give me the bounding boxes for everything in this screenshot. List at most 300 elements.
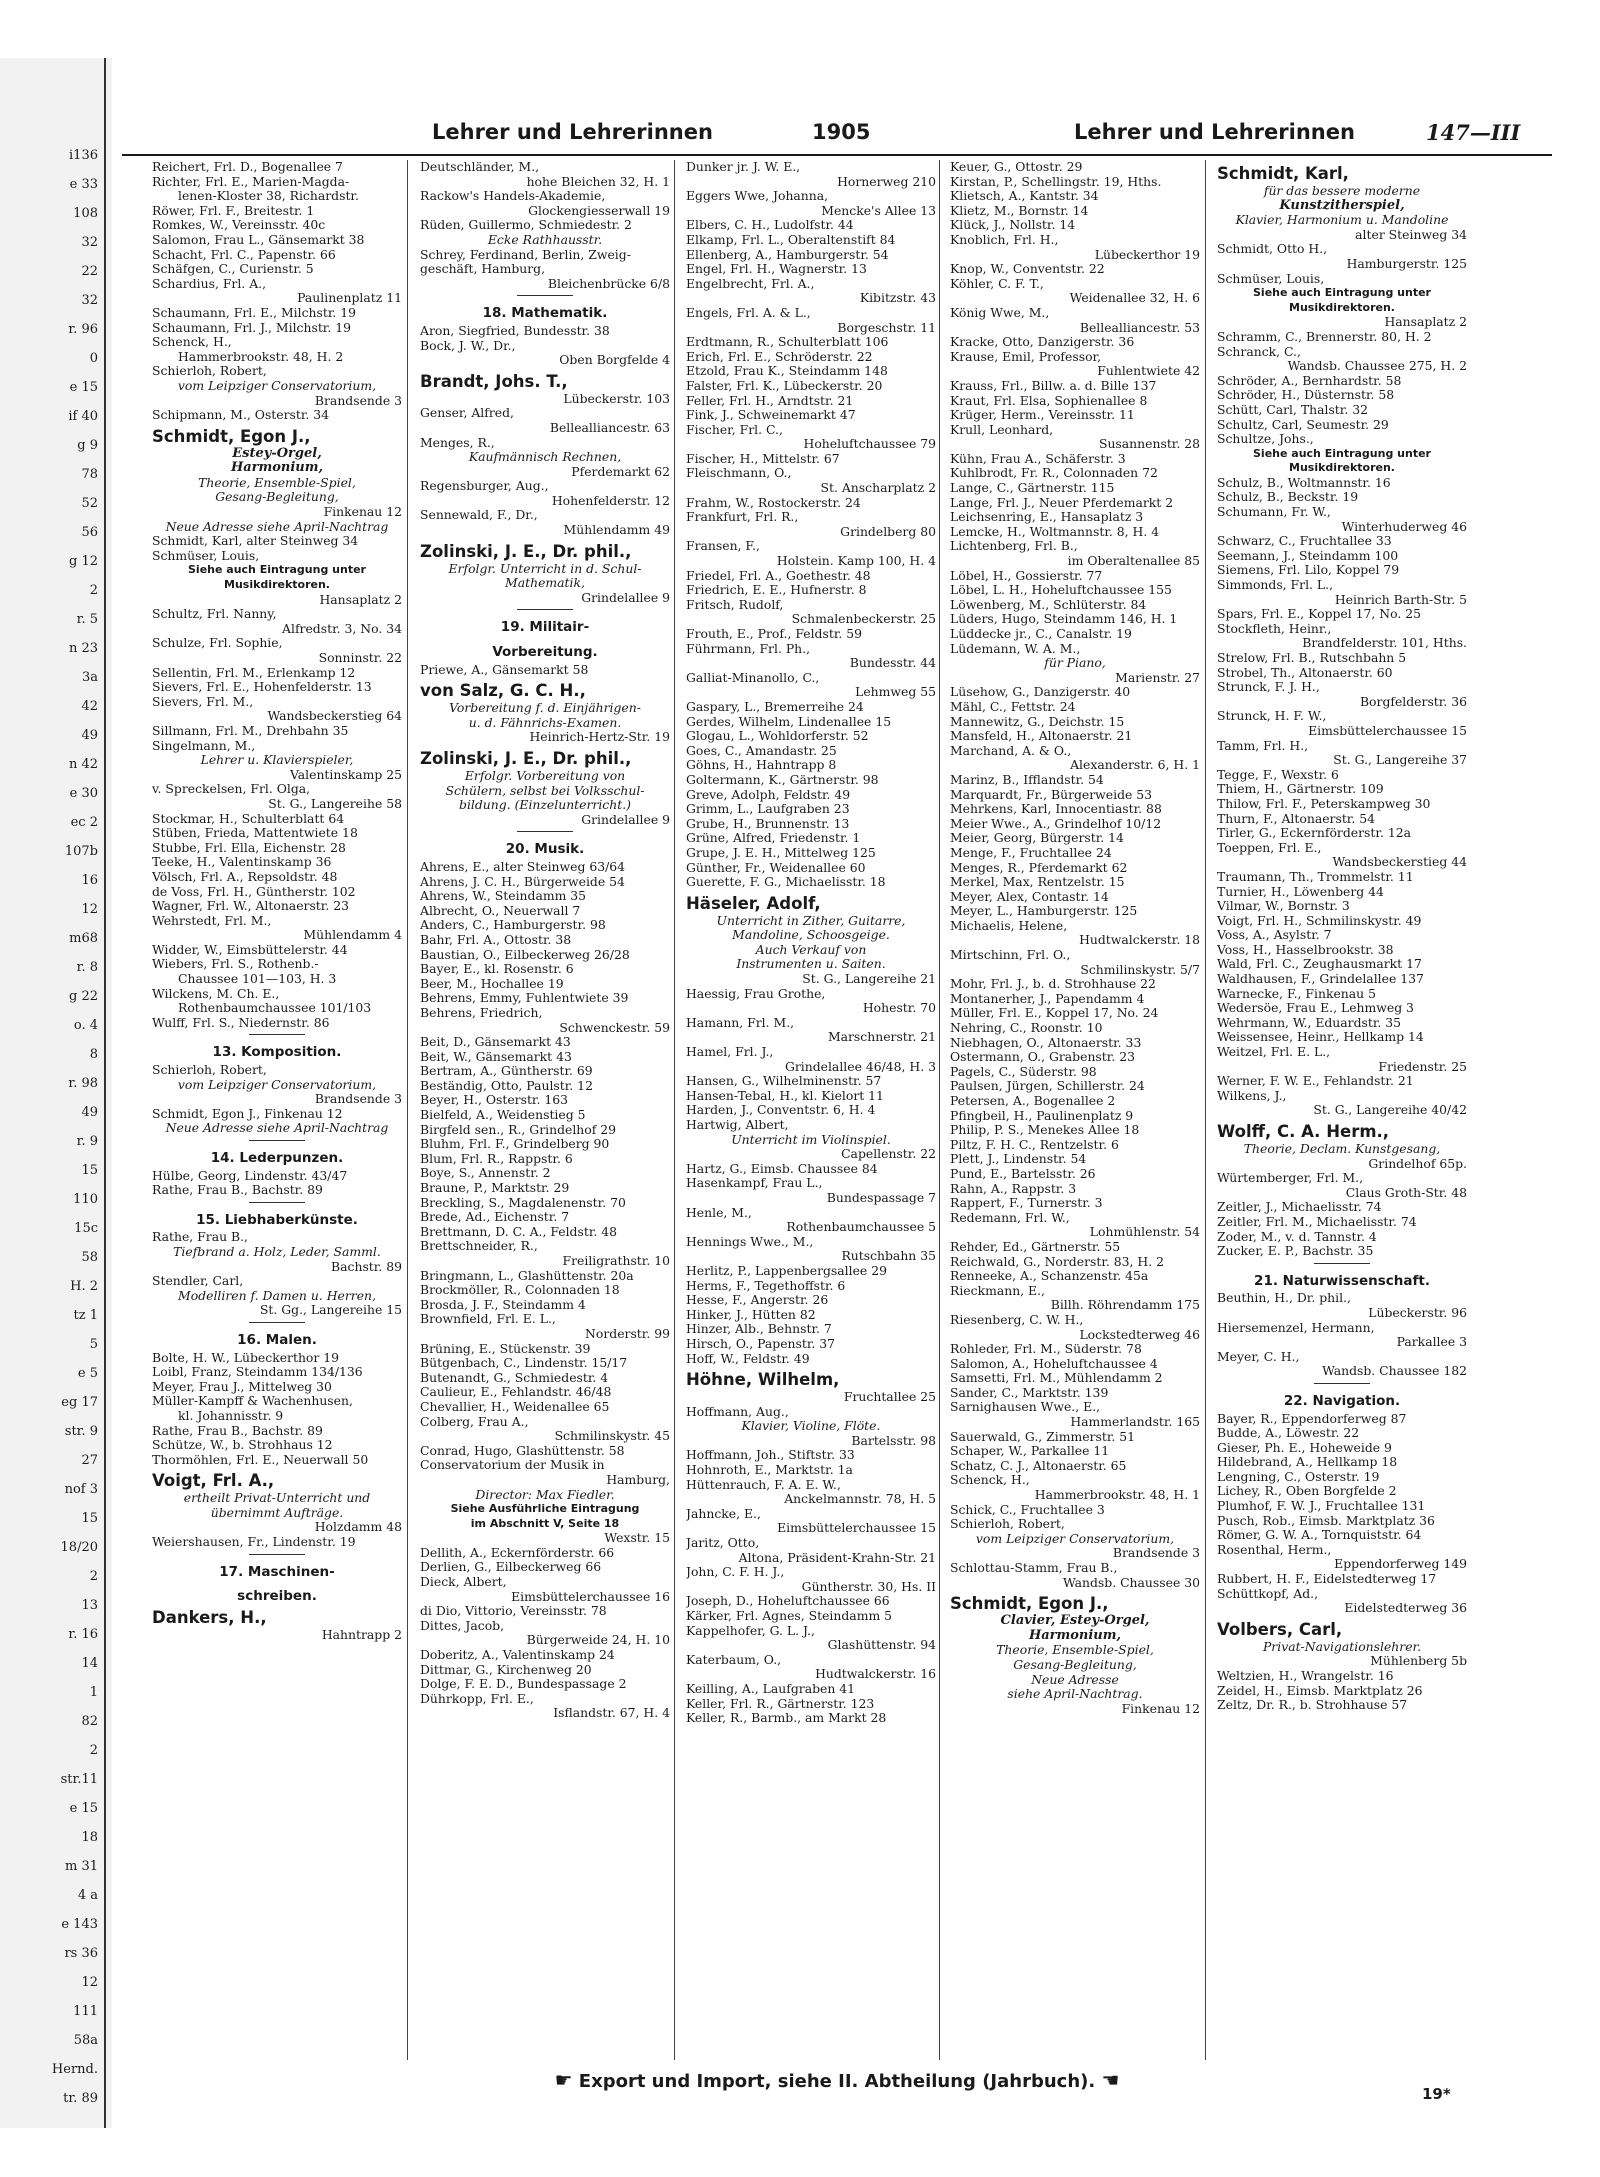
listing-address: Grindelhof 65p.: [1368, 1155, 1467, 1171]
listing-line: Greve, Adolph, Feldstr. 49: [686, 786, 851, 802]
listing-line: Behrens, Emmy, Fuhlentwiete 39: [420, 990, 629, 1006]
listing-line: Samsetti, Frl. M., Mühlendamm 2: [950, 1370, 1163, 1386]
listing-line: Fischer, Frl. C.,: [686, 421, 783, 437]
listing-line: Bringmann, L., Glashüttenstr. 20a: [420, 1267, 634, 1283]
listing-line: Galliat-Minanollo, C.,: [686, 669, 820, 685]
listing-line: Wehrmann, W., Eduardstr. 35: [1217, 1014, 1402, 1030]
margin-fragment: 18/20: [60, 1540, 98, 1555]
listing-line: Renneeke, A., Schanzenstr. 45a: [950, 1268, 1149, 1284]
listing-description: Schülern, selbst bei Volksschul-: [445, 782, 645, 798]
listing-line: Wagner, Frl. W., Altonaerstr. 23: [152, 898, 349, 914]
section-heading: 21. Naturwissenschaft.: [1254, 1272, 1430, 1289]
listing-description: Klavier, Violine, Flöte.: [741, 1418, 881, 1434]
advertisement-name: Schmidt, Karl,: [1217, 164, 1349, 183]
listing-line: Guerette, F. G., Michaelisstr. 18: [686, 874, 886, 890]
footer-reference: Export und Import, siehe II. Abtheilung (Jahrbuch).: [578, 2071, 1096, 2092]
listing-line: Kirstan, P., Schellingstr. 19, Hths.: [950, 173, 1162, 189]
column-1: [152, 160, 402, 2060]
margin-fragment: 2: [89, 1569, 98, 1584]
listing-line: Tamm, Frl. H.,: [1217, 737, 1309, 753]
listing-address: Holzdamm 48: [314, 1519, 402, 1535]
margin-fragment: 49: [81, 728, 98, 743]
margin-fragment: 27: [81, 1453, 98, 1468]
listing-line: Friedrich, E. E., Hufnerstr. 8: [686, 582, 867, 598]
listing-line: Anders, C., Hamburgerstr. 98: [420, 917, 606, 933]
listing-line: Rieckmann, E.,: [950, 1282, 1045, 1298]
listing-address: Hamburg,: [606, 1471, 670, 1487]
listing-address: St. G., Langereihe 21: [802, 971, 936, 987]
listing-line: Schultz, Carl, Seumestr. 29: [1217, 416, 1389, 432]
listing-address: Hoheluftchaussee 79: [803, 436, 936, 452]
listing-address: Lübeckerthor 19: [1094, 246, 1200, 262]
listing-line: Dittmar, G., Kirchenweg 20: [420, 1661, 592, 1677]
listing-line: Schmidt, Karl, alter Steinweg 34: [152, 533, 359, 549]
listing-address: Fuhlentwiete 42: [1097, 363, 1200, 379]
listing-line: Voigt, Frl. H., Schmilinskystr. 49: [1217, 912, 1422, 928]
listing-address: Bundesstr. 44: [849, 655, 936, 671]
listing-description: Mathematik,: [505, 575, 585, 591]
column-divider: [1205, 160, 1206, 2060]
listing-line: Merkel, Max, Rentzelstr. 15: [950, 874, 1125, 890]
header-right-title: Lehrer und Lehrerinnen: [1074, 120, 1355, 144]
margin-fragment: m68: [69, 931, 98, 946]
page-footer: [122, 2062, 1552, 2102]
listing-address: Wandsbeckerstieg 64: [267, 708, 402, 724]
listing-line: Friedel, Frl. A., Goethestr. 48: [686, 567, 871, 583]
section-rule: [249, 1322, 305, 1323]
listing-address: Brandsende 3: [1112, 1545, 1200, 1561]
section-rule: [249, 1034, 305, 1035]
listing-line: Krüger, Herm., Vereinsstr. 11: [950, 407, 1135, 423]
listing-description: Theorie, Ensemble-Spiel,: [996, 1642, 1154, 1658]
listing-line: Köhler, C. F. T.,: [950, 275, 1044, 291]
listing-line: Zucker, E. P., Bachstr. 35: [1217, 1243, 1374, 1259]
margin-fragment: 52: [81, 496, 98, 511]
listing-line: Schramm, C., Brennerstr. 80, H. 2: [1217, 328, 1432, 344]
listing-description: ertheilt Privat-Unterricht und: [183, 1490, 371, 1506]
margin-fragment: g 12: [69, 554, 98, 569]
listing-line: Dolge, F. E. D., Bundespassage 2: [420, 1676, 627, 1692]
listing-address: Winterhuderweg 46: [1341, 518, 1467, 534]
listing-line: Rüden, Guillermo, Schmiedestr. 2: [420, 217, 632, 233]
listing-line: Niebhagen, O., Altonaerstr. 33: [950, 1034, 1142, 1050]
listing-line: Salomon, Frau L., Gänsemarkt 38: [152, 231, 365, 247]
listing-line: Herms, F., Tegethoffstr. 6: [686, 1277, 846, 1293]
section-heading: 19. Militair-: [500, 619, 590, 636]
cross-reference-note: Siehe auch Eintragung unter: [1253, 446, 1431, 460]
listing-line: Grube, H., Brunnenstr. 13: [686, 815, 850, 831]
listing-address: Hammerlandstr. 165: [1070, 1414, 1200, 1430]
listing-address: Brandsende 3: [314, 392, 402, 408]
listing-line: v. Spreckelsen, Frl. Olga,: [152, 781, 311, 797]
cross-reference-note: Musikdirektoren.: [1289, 300, 1395, 314]
listing-line: Frankfurt, Frl. R.,: [686, 509, 799, 525]
listing-line: Hohnroth, E., Marktstr. 1a: [686, 1462, 853, 1478]
margin-fragment: 32: [81, 293, 98, 308]
listing-address: Marschnerstr. 21: [827, 1029, 936, 1045]
listing-line: Waldhausen, F., Grindelallee 137: [1217, 971, 1424, 987]
listing-line: Göhns, H., Hahntrapp 8: [686, 757, 837, 773]
listing-line: Frahm, W., Rostockerstr. 24: [686, 494, 861, 510]
listing-address: Susannenstr. 28: [1098, 436, 1200, 452]
listing-line: Thurn, F., Altonaerstr. 54: [1217, 810, 1376, 826]
listing-line: Toeppen, Frl. E.,: [1217, 839, 1322, 855]
listing-line: de Voss, Frl. H., Güntherstr. 102: [152, 883, 356, 899]
listing-address: Altona, Präsident-Krahn-Str. 21: [738, 1549, 936, 1565]
listing-line: Müller, Frl. E., Koppel 17, No. 24: [950, 1005, 1159, 1021]
margin-fragment: 14: [81, 1656, 98, 1671]
listing-address: Hansaplatz 2: [319, 591, 402, 607]
listing-description: Clavier, Estey-Orgel,: [1000, 1613, 1150, 1629]
listing-line: Schüttkopf, Ad.,: [1217, 1585, 1319, 1601]
page-edge-line: [104, 58, 106, 2128]
listing-line: Lange, C., Gärtnerstr. 115: [950, 480, 1115, 496]
listing-line: Wiebers, Frl. S., Rothenb.-: [152, 956, 319, 972]
listing-line: Klück, J., Nollstr. 14: [950, 217, 1076, 233]
margin-fragment: g 9: [77, 438, 98, 453]
listing-description: Neue Adresse siehe April-Nachtrag: [165, 1120, 389, 1136]
margin-fragment: m 31: [64, 1859, 98, 1874]
column-divider: [407, 160, 408, 2060]
listing-line: Stockmar, H., Schulterblatt 64: [152, 810, 345, 826]
listing-line: Völsch, Frl. A., Repsoldstr. 48: [152, 868, 338, 884]
listing-line: Schumann, Fr. W.,: [1217, 504, 1331, 520]
listing-line: John, C. F. H. J.,: [686, 1564, 785, 1580]
column-divider: [674, 160, 675, 2060]
listing-address: Holstein. Kamp 100, H. 4: [776, 553, 936, 569]
margin-fragment: e 33: [69, 177, 98, 192]
listing-line: Rosenthal, Herm.,: [1217, 1541, 1332, 1557]
listing-line: Menges, R.,: [420, 434, 495, 450]
listing-line: Jaritz, Otto,: [686, 1535, 760, 1551]
listing-line: Schwarz, C., Fruchtallee 33: [1217, 533, 1392, 549]
section-rule: [1314, 1263, 1370, 1264]
listing-address: St. Anscharplatz 2: [820, 480, 936, 496]
listing-line: Kraut, Frl. Elsa, Sophienallee 8: [950, 392, 1148, 408]
listing-line: Rathe, Frau B.,: [152, 1229, 248, 1245]
listing-address: im Oberaltenallee 85: [1067, 553, 1200, 569]
listing-line: Kracke, Otto, Danzigerstr. 36: [950, 334, 1135, 350]
listing-line: Müller-Kampff & Wachenhusen,: [152, 1393, 353, 1409]
listing-line: Rathe, Frau B., Bachstr. 89: [152, 1182, 323, 1198]
listing-line: Hammerbrookstr. 48, H. 2: [178, 348, 344, 364]
listing-line: Kärker, Frl. Agnes, Steindamm 5: [686, 1608, 893, 1623]
listing-description: für das bessere moderne: [1263, 183, 1421, 198]
listing-line: Mansfeld, H., Altonaerstr. 21: [950, 728, 1133, 744]
listing-line: Marchand, A. & O.,: [950, 742, 1072, 758]
listing-address: Bellealliancestr. 63: [549, 419, 670, 435]
listing-line: Keilling, A., Laufgraben 41: [686, 1680, 856, 1696]
listing-line: König Wwe, M.,: [950, 304, 1050, 320]
cross-reference-note: Siehe auch Eintragung unter: [1253, 286, 1431, 300]
listing-address: Bellealliancestr. 53: [1079, 319, 1200, 335]
listing-line: Zeidel, H., Eimsb. Marktplatz 26: [1217, 1682, 1423, 1698]
listing-line: Goes, C., Amandastr. 25: [686, 742, 837, 758]
listing-line: Harden, J., Conventstr. 6, H. 4: [686, 1102, 876, 1118]
listing-line: Schacht, Frl. C., Papenstr. 66: [152, 246, 336, 262]
listing-line: Rappert, F., Turnerstr. 3: [950, 1195, 1103, 1211]
listing-address: Finkenau 12: [1121, 1700, 1200, 1716]
margin-fragment: r. 16: [68, 1627, 98, 1642]
directory-page: [122, 100, 1552, 2130]
listing-line: Teeke, H., Valentinskamp 36: [152, 854, 332, 870]
listing-line: Meier, Georg, Bürgerstr. 14: [950, 830, 1124, 846]
margin-fragment: 42: [81, 699, 98, 714]
cross-reference-note: Siehe Ausführliche Eintragung: [450, 1502, 640, 1516]
listing-address: Mühlendamm 4: [303, 927, 402, 943]
margin-fragment: o. 4: [73, 1018, 98, 1033]
listing-description: vom Leipziger Conservatorium,: [177, 1076, 377, 1092]
listing-line: Fink, J., Schweinemarkt 47: [686, 407, 856, 423]
listing-line: Sievers, Frl. M.,: [152, 693, 254, 709]
listing-line: Menge, F., Fruchtallee 24: [950, 844, 1112, 860]
listing-line: Blum, Frl. R., Rappstr. 6: [420, 1150, 573, 1166]
advertisement-name: Voigt, Frl. A.,: [152, 1471, 275, 1491]
listing-line: Schmüser, Louis,: [152, 547, 260, 563]
listing-address: Mühlendamm 49: [563, 522, 670, 538]
listing-address: Hudtwalckerstr. 18: [1079, 932, 1200, 948]
listing-line: Beit, D., Gänsemarkt 43: [420, 1034, 571, 1050]
section-heading: 14. Lederpunzen.: [210, 1150, 344, 1166]
listing-line: Rathe, Frau B., Bachstr. 89: [152, 1422, 323, 1438]
listing-description: Theorie, Declam. Kunstgesang,: [1243, 1141, 1441, 1156]
listing-line: Warnecke, F., Finkenau 5: [1217, 985, 1376, 1001]
listing-line: Krull, Leonhard,: [950, 421, 1054, 437]
listing-address: Capellenstr. 22: [841, 1146, 936, 1162]
listing-line: Hamel, Frl. J.,: [686, 1044, 774, 1060]
listing-line: Pfingbeil, H., Paulinenplatz 9: [950, 1107, 1134, 1123]
listing-address: Brandfelderstr. 101, Hths.: [1302, 635, 1467, 651]
listing-line: Mähl, C., Fettstr. 24: [950, 698, 1076, 714]
listing-line: Weiershausen, Fr., Lindenstr. 19: [152, 1534, 356, 1550]
listing-line: Fritsch, Rudolf,: [686, 596, 784, 612]
margin-fragment: 15c: [74, 1221, 98, 1236]
listing-description: Klavier, Harmonium u. Mandoline: [1235, 212, 1449, 228]
pointing-hand-icon: ☚: [1101, 2068, 1120, 2092]
listing-line: Zeltz, Dr. R., b. Strohhause 57: [1217, 1697, 1408, 1713]
listing-line: Rehder, Ed., Gärtnerstr. 55: [950, 1238, 1121, 1254]
listing-address: Glashüttenstr. 94: [827, 1637, 936, 1653]
listing-line: Schaper, W., Parkallee 11: [950, 1443, 1110, 1459]
listing-description: Tiefbrand a. Holz, Leder, Samml.: [173, 1243, 381, 1259]
listing-line: Ellenberg, A., Hamburgerstr. 54: [686, 246, 889, 262]
margin-fragment: 58a: [73, 2033, 98, 2048]
listing-line: Sievers, Frl. E., Hohenfelderstr. 13: [152, 679, 372, 695]
listing-line: Sarnighausen Wwe., E.,: [950, 1399, 1101, 1415]
listing-address: Hohestr. 70: [862, 1000, 936, 1016]
listing-line: Simmonds, Frl. L.,: [1217, 577, 1334, 593]
margin-fragment: 5: [89, 1337, 98, 1352]
listing-address: Weidenallee 32, H. 6: [1069, 290, 1200, 306]
listing-address: Eimsbüttelerchaussee 16: [511, 1588, 670, 1604]
margin-fragment: 2: [89, 583, 98, 598]
listing-line: Schierloh, Robert,: [152, 363, 267, 379]
listing-line: Lengning, C., Osterstr. 19: [1217, 1468, 1380, 1484]
listing-line: Römer, G. W. A., Tornquiststr. 64: [1217, 1527, 1422, 1543]
header-year: 1905: [812, 120, 871, 144]
listing-line: Reichert, Frl. D., Bogenallee 7: [152, 160, 343, 174]
listing-line: Hüttenrauch, F. A. E. W.,: [686, 1476, 841, 1492]
listing-line: Schulz, B., Beckstr. 19: [1217, 489, 1359, 505]
listing-line: Schütt, Carl, Thalstr. 32: [1217, 401, 1368, 417]
listing-line: Schäfgen, C., Curienstr. 5: [152, 261, 314, 277]
listing-address: Wandsb. Chaussee 182: [1322, 1363, 1467, 1379]
margin-fragment: 110: [73, 1192, 98, 1207]
column-5: [1217, 160, 1467, 2060]
listing-description: vom Leipziger Conservatorium,: [975, 1530, 1175, 1546]
margin-fragment: str.11: [60, 1772, 98, 1787]
listing-line: Chevallier, H., Weidenallee 65: [420, 1398, 610, 1414]
listing-description: Auch Verkauf von: [755, 941, 867, 957]
listing-address: Rutschbahn 35: [841, 1248, 936, 1264]
listing-line: Stendler, Carl,: [152, 1273, 244, 1289]
listing-line: Zeitler, Frl. M., Michaelisstr. 74: [1217, 1213, 1417, 1229]
listing-line: Conservatorium der Musik in: [420, 1457, 605, 1473]
listing-address: Isflandstr. 67, H. 4: [553, 1705, 670, 1721]
margin-fragment: tr. 89: [63, 2091, 98, 2106]
listing-line: Elkamp, Frl. L., Oberaltenstift 84: [686, 231, 896, 247]
listing-address: Eppendorferweg 149: [1334, 1556, 1467, 1572]
listing-line: Brettschneider, R.,: [420, 1238, 538, 1254]
listing-line: Baustian, O., Eilbeckerweg 26/28: [420, 946, 630, 962]
section-rule: [517, 295, 573, 296]
margin-fragment: 78: [81, 467, 98, 482]
listing-line: Röwer, Frl. F., Breitestr. 1: [152, 202, 315, 218]
listing-line: Hoffmann, Joh., Stiftstr. 33: [686, 1447, 855, 1463]
margin-fragment: 22: [81, 264, 98, 279]
listing-line: Lüdemann, W. A. M.,: [950, 640, 1081, 656]
listing-address: Lübeckerstr. 103: [563, 390, 670, 406]
margin-fragment: e 30: [69, 786, 98, 801]
listing-line: Siemens, Frl. Lilo, Koppel 79: [1217, 562, 1400, 578]
listing-line: Michaelis, Helene,: [950, 917, 1068, 933]
listing-line: Gieser, Ph. E., Hoheweide 9: [1217, 1439, 1392, 1455]
listing-description: Ecke Rathhausstr.: [487, 231, 603, 247]
listing-line: Rohleder, Frl. M., Süderstr. 78: [950, 1341, 1142, 1357]
listing-line: Bock, J. W., Dr.,: [420, 337, 516, 353]
listing-line: Brüning, E., Stückenstr. 39: [420, 1340, 591, 1356]
listing-line: Zoder, M., v. d. Tannstr. 4: [1217, 1228, 1377, 1244]
listing-address: St. G., Langereihe 40/42: [1313, 1102, 1467, 1118]
listing-line: Hirsch, O., Papenstr. 37: [686, 1335, 836, 1351]
column-4: [950, 160, 1200, 2060]
listing-address: Lehmweg 55: [855, 684, 936, 700]
listing-line: Fransen, F.,: [686, 538, 760, 554]
listing-line: Regensburger, Aug.,: [420, 478, 549, 494]
listing-line: Bayer, E., kl. Rosenstr. 6: [420, 961, 574, 977]
listing-line: Schultze, Johs.,: [1217, 431, 1314, 447]
listing-line: Meier Wwe., A., Grindelhof 10/12: [950, 815, 1162, 831]
listing-line: Caulieur, E., Fehlandstr. 46/48: [420, 1384, 612, 1400]
listing-line: Stockfleth, Heinr.,: [1217, 620, 1332, 636]
listing-line: Keller, R., Barmb., am Markt 28: [686, 1710, 887, 1726]
listing-line: Menges, R., Pferdemarkt 62: [950, 859, 1128, 875]
cross-reference-note: Musikdirektoren.: [1289, 461, 1395, 475]
advertisement-name: Häseler, Adolf,: [686, 893, 821, 913]
listing-line: Bayer, R., Eppendorferweg 87: [1217, 1410, 1407, 1426]
listing-line: Turnier, H., Löwenberg 44: [1217, 883, 1384, 899]
listing-address: Hudtwalckerstr. 16: [815, 1666, 936, 1682]
listing-line: Engelbrecht, Frl. A.,: [686, 275, 815, 291]
margin-fragment: r. 8: [76, 960, 98, 975]
listing-line: Romkes, W., Vereinsstr. 40c: [152, 217, 326, 233]
listing-line: Erdtmann, R., Schulterblatt 106: [686, 334, 889, 350]
listing-line: Kappelhofer, G. L. J.,: [686, 1622, 815, 1638]
listing-line: Lüddecke jr., C., Canalstr. 19: [950, 626, 1132, 641]
listing-address: Sonninstr. 22: [318, 650, 402, 665]
cross-reference-note: im Abschnitt V, Seite 18: [470, 1516, 620, 1530]
listing-line: Strunck, H. F. W.,: [1217, 708, 1327, 724]
listing-line: Jahncke, E.,: [686, 1505, 761, 1521]
cross-reference-note: Musikdirektoren.: [224, 578, 330, 592]
section-heading: 15. Liebhaberkünste.: [196, 1211, 358, 1228]
listing-description: Instrumenten u. Saiten.: [736, 956, 886, 972]
margin-fragment: 18: [81, 1830, 98, 1845]
listing-line: Marquardt, Fr., Bürgerweide 53: [950, 786, 1153, 802]
advertisement-name: Dankers, H.,: [152, 1607, 267, 1627]
listing-line: Tirler, G., Eckernförderstr. 12a: [1217, 825, 1411, 841]
listing-address: Mencke's Allee 13: [821, 202, 936, 218]
listing-line: Falster, Frl. K., Lübeckerstr. 20: [686, 377, 883, 393]
listing-line: Ahrens, J. C. H., Bürgerweide 54: [420, 873, 625, 889]
listing-line: Strobel, Th., Altonaerstr. 60: [1217, 664, 1393, 680]
listing-line: Sennewald, F., Dr.,: [420, 507, 538, 523]
listing-address: Bachstr. 89: [331, 1258, 402, 1274]
listing-address: Güntherstr. 30, Hs. II: [801, 1578, 936, 1594]
listing-line: Dührkopp, Frl. E.,: [420, 1690, 534, 1706]
listing-address: Lockstedterweg 46: [1079, 1326, 1200, 1342]
listing-description: Neue Adresse: [1031, 1671, 1119, 1687]
listing-address: Valentinskamp 25: [289, 766, 402, 782]
listing-description: Unterricht im Violinspiel.: [731, 1131, 891, 1147]
listing-address: Eimsbüttelerchaussee 15: [1308, 722, 1467, 738]
listing-line: Marinz, B., Ifflandstr. 54: [950, 771, 1104, 787]
listing-line: Spars, Frl. E., Koppel 17, No. 25: [1217, 606, 1422, 622]
margin-fragment: r. 96: [68, 322, 98, 337]
listing-line: Schmidt, Otto H.,: [1217, 241, 1328, 257]
listing-line: Paulsen, Jürgen, Schillerstr. 24: [950, 1078, 1145, 1094]
listing-description: Harmonium,: [1028, 1627, 1122, 1643]
listing-line: Zeitler, J., Michaelisstr. 74: [1217, 1199, 1382, 1215]
listing-line: Deutschländer, M.,: [420, 160, 540, 174]
section-rule: [1314, 1383, 1370, 1384]
listing-address: St. G., Langereihe 37: [1333, 752, 1467, 768]
listing-line: Hoff, W., Feldstr. 49: [686, 1350, 810, 1366]
listing-line: Priewe, A., Gänsemarkt 58: [420, 661, 589, 677]
listing-line: Schröder, H., Düsternstr. 58: [1217, 387, 1395, 403]
listing-line: Hasenkampf, Frau L.,: [686, 1175, 823, 1191]
listing-line: Pund, E., Bartelsstr. 26: [950, 1165, 1096, 1181]
listing-line: Pusch, Rob., Eimsb. Marktplatz 36: [1217, 1512, 1435, 1528]
listing-line: Gerdes, Wilhelm, Lindenallee 15: [686, 713, 892, 729]
directory-body: [122, 160, 1552, 2060]
listing-line: Schütze, W., b. Strohhaus 12: [152, 1437, 333, 1453]
listing-line: Birgfeld sen., R., Grindelhof 29: [420, 1121, 617, 1137]
listing-line: Schrey, Ferdinand, Berlin, Zweig-: [420, 246, 631, 262]
listing-description: Mandoline, Schoosgeige.: [732, 927, 890, 943]
listing-description: für Piano,: [1044, 655, 1106, 671]
listing-line: Weltzien, H., Wrangelstr. 16: [1217, 1668, 1394, 1683]
listing-line: Pagels, C., Süderstr. 98: [950, 1063, 1097, 1079]
listing-line: Feller, Frl. H., Arndtstr. 21: [686, 392, 854, 408]
listing-line: Tegge, F., Wexstr. 6: [1217, 766, 1339, 782]
listing-line: Riesenberg, C. W. H.,: [950, 1311, 1084, 1327]
listing-line: Meyer, C. H.,: [1217, 1348, 1300, 1364]
listing-line: Fleischmann, O.,: [686, 465, 792, 481]
listing-address: Wandsb. Chaussee 275, H. 2: [1287, 358, 1467, 374]
listing-line: Schaumann, Frl. E., Milchstr. 19: [152, 304, 357, 320]
listing-line: Keuer, G., Ottostr. 29: [950, 160, 1083, 174]
